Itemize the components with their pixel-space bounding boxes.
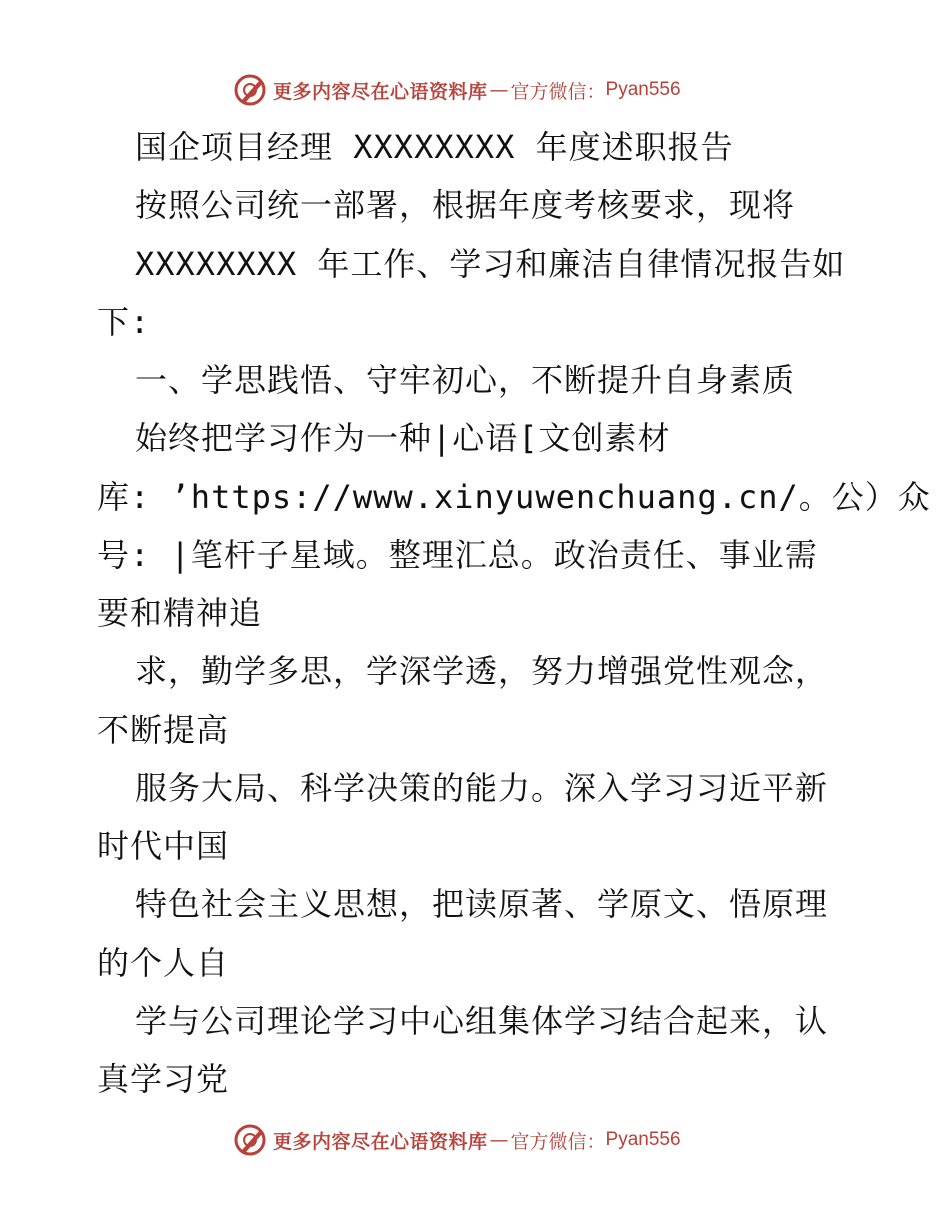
banner-brand-text: 更多内容尽在心语资料库 <box>273 80 488 103</box>
document-line: 学与公司理论学习中心组集体学习结合起来，认 <box>135 1002 829 1040</box>
banner-brand-text: 更多内容尽在心语资料库 <box>273 1130 488 1153</box>
document-line: 要和精神追 <box>97 594 263 632</box>
banner-wechat-label: 官方微信： <box>510 1130 606 1153</box>
section-heading: 一、学思践悟、守牢初心，不断提升自身素质 <box>135 361 796 399</box>
document-line: 求，勤学多思，学深学透，努力增强党性观念， <box>135 652 829 690</box>
document-line: 不断提高 <box>97 711 230 749</box>
document-line: 号: |笔杆子星域。整理汇总。政治责任、事业需 <box>97 536 818 574</box>
document-line: 下: <box>97 303 151 341</box>
banner-wechat-id: Pyan556 <box>605 79 681 100</box>
document-line: 特色社会主义思想，把读原著、学原文、悟原理 <box>135 885 829 923</box>
banner-dash: — <box>489 1129 509 1151</box>
banner-dash: — <box>489 79 509 101</box>
banner-wechat-label: 官方微信： <box>510 80 606 103</box>
document-line: 真学习党 <box>97 1060 230 1098</box>
document-line: 按照公司统一部署，根据年度考核要求，现将 <box>135 186 796 224</box>
document-line: 始终把学习作为一种|心语[文创素材 <box>135 419 671 457</box>
document-line: 服务大局、科学决策的能力。深入学习习近平新 <box>135 769 829 807</box>
pen-logo-icon <box>233 1123 267 1157</box>
document-line: 库: ’https://www.xinyuwenchuang.cn/。公）众 <box>97 478 931 516</box>
document-title: 国企项目经理 XXXXXXXX 年度述职报告 <box>135 128 734 166</box>
document-line: 时代中国 <box>97 827 230 865</box>
document-line: 的个人自 <box>97 944 230 982</box>
document-line: XXXXXXXX 年工作、学习和廉洁自律情况报告如 <box>135 245 846 283</box>
footer-watermark-banner <box>233 1120 753 1160</box>
banner-wechat-id: Pyan556 <box>605 1129 681 1150</box>
